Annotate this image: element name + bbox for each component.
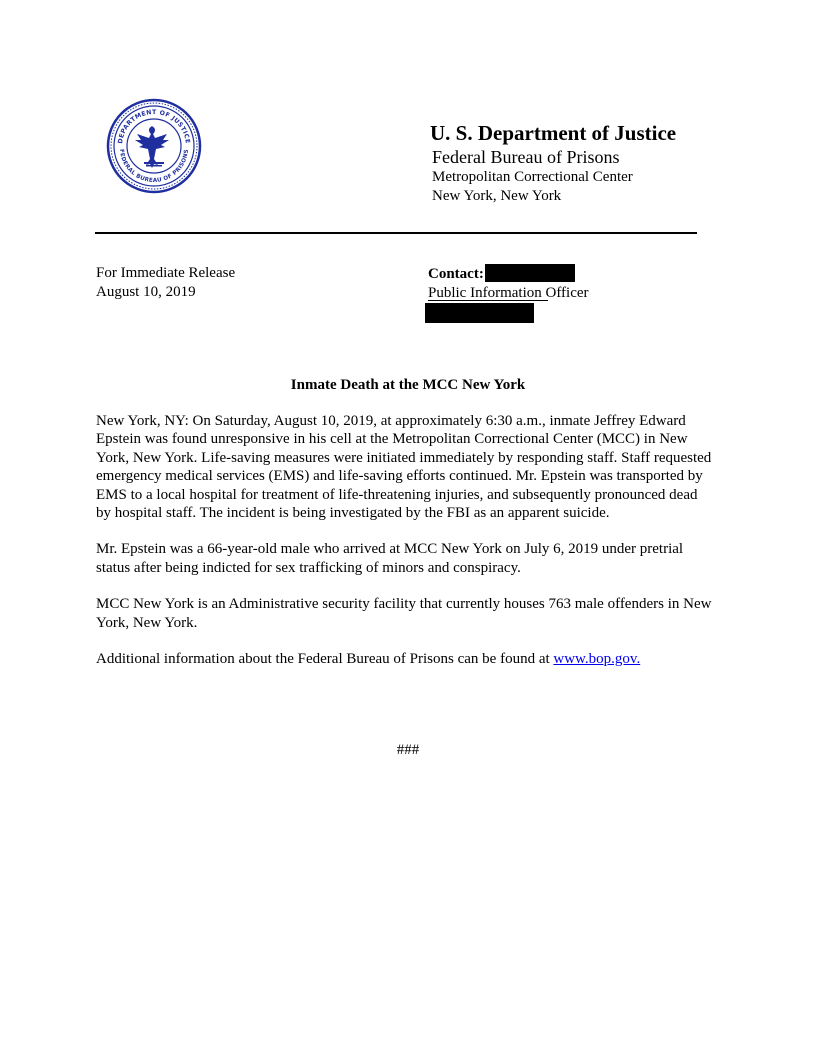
contact-label: Contact:	[428, 266, 484, 282]
contact-title: Public Information Officer	[428, 285, 589, 301]
contact-title-row	[428, 284, 589, 303]
letterhead	[430, 120, 750, 206]
bop-website-link[interactable]: www.bop.gov.	[553, 651, 641, 668]
bureau-name: Federal Bureau of Prisons	[432, 147, 620, 167]
end-mark: ###	[396, 742, 420, 758]
press-release-body	[96, 412, 716, 686]
release-info	[96, 264, 235, 302]
redaction-bar	[425, 303, 534, 323]
release-label: For Immediate Release	[96, 265, 236, 281]
facility-city: New York, New York	[432, 188, 562, 204]
bureau-of-prisons-seal	[106, 98, 202, 194]
svg-text:FEDERAL BUREAU OF PRISONS: FEDERAL BUREAU OF PRISONS	[117, 148, 191, 185]
paragraph: MCC New York is an Administrative security facility that currently houses 763 male offenders in New York, New York.	[96, 596, 712, 631]
facility-name: Metropolitan Correctional Center	[432, 169, 633, 185]
header-divider	[95, 232, 697, 234]
paragraph: New York, NY: On Saturday, August 10, 2019, at approximately 6:30 a.m., inmate Jeffrey Edward Epstein was found unresponsive in his cell at the Metropolitan Correctional Center (MCC) in New York, New York. Life-saving measures were initiated immediately by responding staff. Staff requested emergency medical services (EMS) and life-saving efforts continued. Mr. Epstein was transported by EMS to a local hospital for treatment of life-threatening injuries, and subsequently pronounced dead by hospital staff. The incident is being investigated by the FBI as an apparent suicide.	[96, 413, 712, 522]
contact-info	[428, 264, 589, 303]
paragraph-website	[96, 650, 716, 668]
release-date: August 10, 2019	[96, 284, 196, 300]
svg-text:DEPARTMENT OF JUSTICE: DEPARTMENT OF JUSTICE	[117, 108, 191, 145]
redaction-bar	[485, 264, 575, 282]
headline: Inmate Death at the MCC New York	[290, 377, 526, 393]
paragraph: Mr. Epstein was a 66-year-old male who arrived at MCC New York on July 6, 2019 under pretrial status after being indicted for sex trafficking of minors and conspiracy.	[96, 541, 684, 576]
department-name: U. S. Department of Justice	[430, 121, 677, 145]
contact-row	[428, 264, 589, 284]
website-text: Additional information about the Federal Bureau of Prisons can be found at	[96, 651, 554, 668]
contact-title-underline	[428, 300, 548, 301]
